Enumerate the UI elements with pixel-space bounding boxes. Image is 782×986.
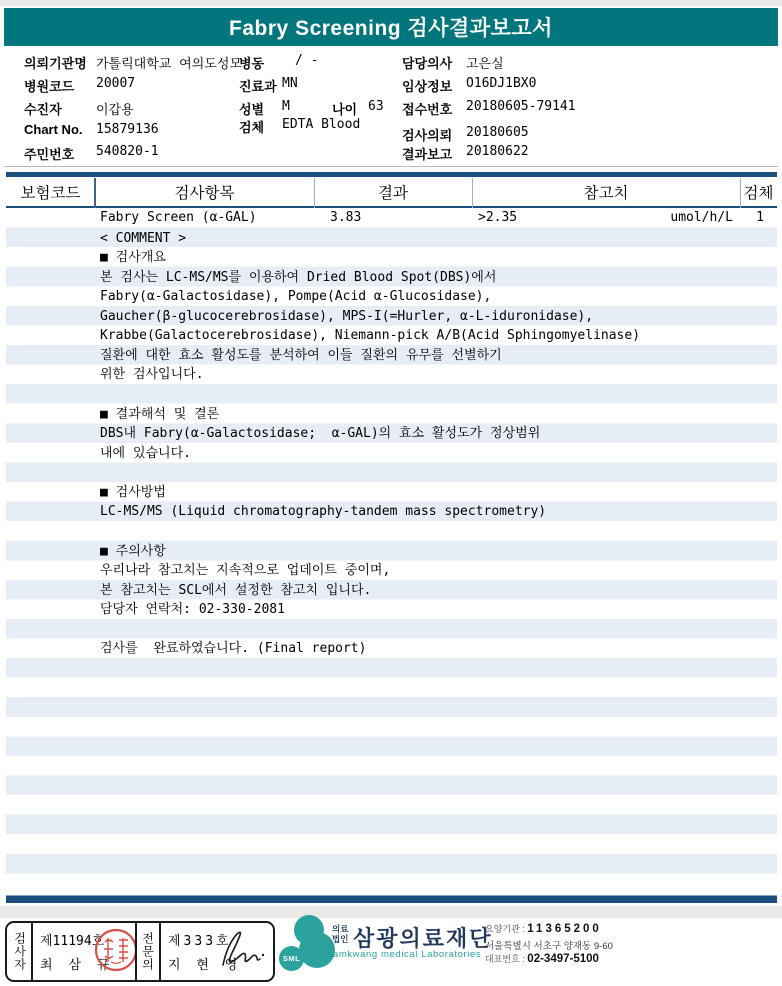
age-label: 나이 [332,102,358,117]
separator-colon: : [519,924,528,934]
comment-line: DBS내 Fabry(α-Galactosidase; α-GAL)의 효소 활성도가 정상범위 [100,426,541,442]
org-label: 의뢰기관명 [24,56,87,71]
report-date-label: 결과보고 [402,147,453,162]
comment-line: LC-MS/MS (Liquid chromatography-tandem mass spectrometry) [100,504,547,520]
comment-line: ■ 결과해석 및 결론 [100,406,220,422]
result-row [6,210,777,229]
top-gray-strip [0,0,782,6]
report-title: Fabry Screening 검사결과보고서 [229,17,553,40]
result-unit: umol/h/L [670,210,733,225]
specimen-value: EDTA Blood [282,117,361,132]
address-line [485,938,613,952]
comment-line: 본 검사는 LC-MS/MS를 이용하여 Dried Blood Spot(DBS)에서 [100,269,497,285]
comment-line [100,385,760,405]
request-date-value: 20180605 [466,125,529,140]
doctor-label: 담당의사 [402,56,453,71]
ward-label: 병동 [239,56,265,71]
agency-number-line [485,922,602,935]
agency-number: 11365200 [527,923,602,935]
comment-line: ■ 주의사항 [100,543,166,559]
comment-line: 질환에 대한 효소 활성도를 분석하여 이들 질환의 유무를 선별하기 [100,347,502,363]
sex-label: 성별 [239,102,265,117]
specialist-cert-no: 제333호 [168,934,232,949]
org-name-en: Samkwang medical Laboratories [326,949,482,960]
agency-label: 요양기관 [485,924,520,934]
ward-value: / - [295,53,319,68]
examiner-role-label: 검사자 [12,932,27,971]
separator-line [4,166,778,167]
footer-gray-strip [0,906,782,918]
chart-label: Chart No. [24,122,83,137]
comment-line: < COMMENT > [100,230,187,246]
hospital-code-value: 20007 [96,76,136,91]
comment-line: 내에 있습니다. [100,445,192,461]
separator-colon: : [519,954,528,964]
result-specimen-count: 1 [756,210,764,225]
comment-line: 본 참고치는 SCL에서 설정한 참고치 입니다. [100,582,372,598]
result-test-name: Fabry Screen (α-GAL) [100,210,257,225]
clinical-value: O16DJ1BX0 [466,76,537,91]
report-title-banner [4,8,778,46]
org-address: 서울특별시 서초구 양재동 9-60 [485,941,613,952]
phone-line [485,952,599,965]
specimen-label: 검체 [239,120,265,135]
table-bottom-rule [6,895,777,903]
dept-value: MN [282,76,298,91]
col-header-result: 결과 [378,185,408,202]
dept-label: 진료과 [239,79,277,94]
specialist-signature [213,925,269,977]
phone-number: 02-3497-5100 [527,953,599,965]
sex-value: M [282,99,290,114]
examiner-seal-stamp [93,926,139,974]
chart-value: 15879136 [96,122,159,137]
comment-line: 위한 검사입니다. [100,367,204,383]
specialist-name: 지 현 영 [168,958,242,973]
comment-line [100,620,760,640]
comment-line: Krabbe(Galactocerebrosidase), Niemann-pick A/B(Acid Sphingomyelinase) [100,328,641,344]
logo-sml-badge: SML [279,946,304,971]
results-table-body [6,208,777,893]
result-value: 3.83 [330,210,362,225]
comment-line: 담당자 연락처: 02-330-2081 [100,602,285,618]
org-name: 삼광의료재단 [353,926,493,951]
comment-line: Gaucher(β-glucocerebrosidase), MPS-I(=Hurler, α-L-iduronidase), [100,308,594,324]
comment-line: Fabry(α-Galactosidase), Pompe(Acid α-Glucosidase), [100,289,492,305]
signer-box [5,921,275,982]
phone-label: 대표번호 [485,954,520,964]
comment-line [100,463,760,483]
org-prefix: 의료법인 [332,924,349,944]
result-reference: >2.35 [478,210,518,225]
age-value: 63 [368,99,384,114]
table-top-rule [6,172,777,177]
accession-value: 20180605-79141 [466,99,576,114]
signer-box-divider [159,923,161,980]
org-value: 가톨릭대학교 여의도성모 [96,57,242,72]
clinical-label: 임상정보 [402,79,453,94]
col-header-insurance-code: 보험코드 [20,185,81,202]
signer-box-divider [31,923,33,980]
examiner-cert-no: 제11194호 [40,934,105,949]
rrn-value: 540820-1 [96,144,159,159]
report-date-value: 20180622 [466,144,529,159]
patient-label: 수진자 [24,102,62,117]
patient-name: 이갑용 [96,103,134,118]
comment-section [100,229,760,659]
request-date-label: 검사의뢰 [402,128,453,143]
comment-line: ■ 검사개요 [100,250,166,266]
examiner-name: 최 삼 규 [40,958,114,973]
doctor-value: 고은실 [466,57,504,72]
hospital-code-label: 병원코드 [24,79,75,94]
rrn-label: 주민번호 [24,147,75,162]
col-header-test-item: 검사항목 [174,185,235,202]
signer-box-divider [135,923,137,980]
comment-line: ■ 검사방법 [100,484,166,500]
accession-label: 접수번호 [402,102,453,117]
comment-line: 검사를 완료하였습니다. (Final report) [100,641,367,657]
comment-line [100,522,760,542]
col-header-reference: 참고치 [583,185,629,202]
comment-line: 우리나라 참고치는 지속적으로 업데이트 중이며, [100,563,391,579]
specialist-role-label: 전문의 [140,932,155,971]
col-header-specimen: 검체 [743,185,774,202]
